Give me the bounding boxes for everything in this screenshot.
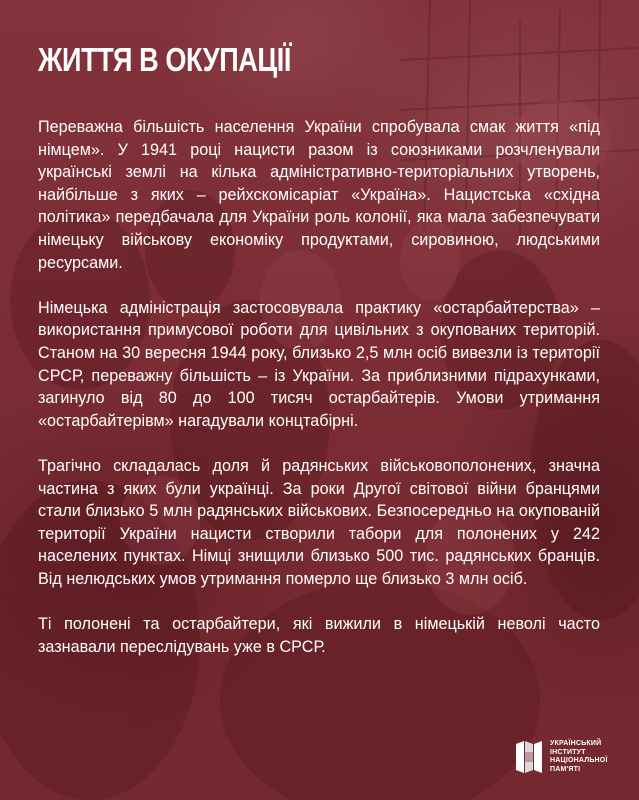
page-title: ЖИТТЯ В ОКУПАЦІЇ (38, 41, 291, 78)
paragraph: Трагічно складалась доля й радянських військовополонених, значна частина з яких були українці. За роки Другої світової війни бранцями стали близько 5 млн радянських військових. Безпосередньо на окупованій території України нацисти створили табори для полонених у 242 населених пунктах. Німці знищили близько 500 тис. радянських бранців. Від нелюдських умов утримання померло ще близько 3 млн осіб. (38, 456, 600, 588)
paragraph: Переважна більшість населення України спробувала смак життя «під німцем». У 1941 році нацисти разом із союзниками розчленували українські землі на кілька адміністративно-територіальних утворень, найбільше з яких – рейхскомісаріат «Україна». Нацистська «східна політика» передбачала для України роль колонії, яка мала забезпечувати німецьку військову економіку продуктами, сировиною, людськими ресурсами. (38, 118, 600, 272)
logo-line: ІНСТИТУТ (550, 748, 586, 756)
institute-logo-icon (514, 738, 544, 776)
article-body (38, 116, 600, 681)
paragraph: Ті полонені та остарбайтери, які вижили в німецькій неволі часто зазнавали переслідувань уже в СРСР. (38, 615, 600, 656)
institute-logo-text (550, 740, 608, 774)
institute-logo (514, 733, 619, 781)
logo-line: НАЦІОНАЛЬНОЇ (550, 757, 608, 764)
logo-line: ПАМ'ЯТІ (550, 765, 581, 773)
paragraph: Німецька адміністрація застосовувала практику «остарбайтерства» – використання примусової роботи для цивільних з окупованих територій. Станом на 30 вересня 1944 року, близько 2,5 млн осіб вивезли із території СРСР, переважну більшість – із України. За приблизними підрахунками, загинуло від 80 до 100 тисяч остарбайтерів. Умови утримання «остарбайтерівм» нагадували концтабірні. (38, 298, 600, 430)
logo-line: УКРАЇНСЬКИЙ (550, 740, 602, 747)
